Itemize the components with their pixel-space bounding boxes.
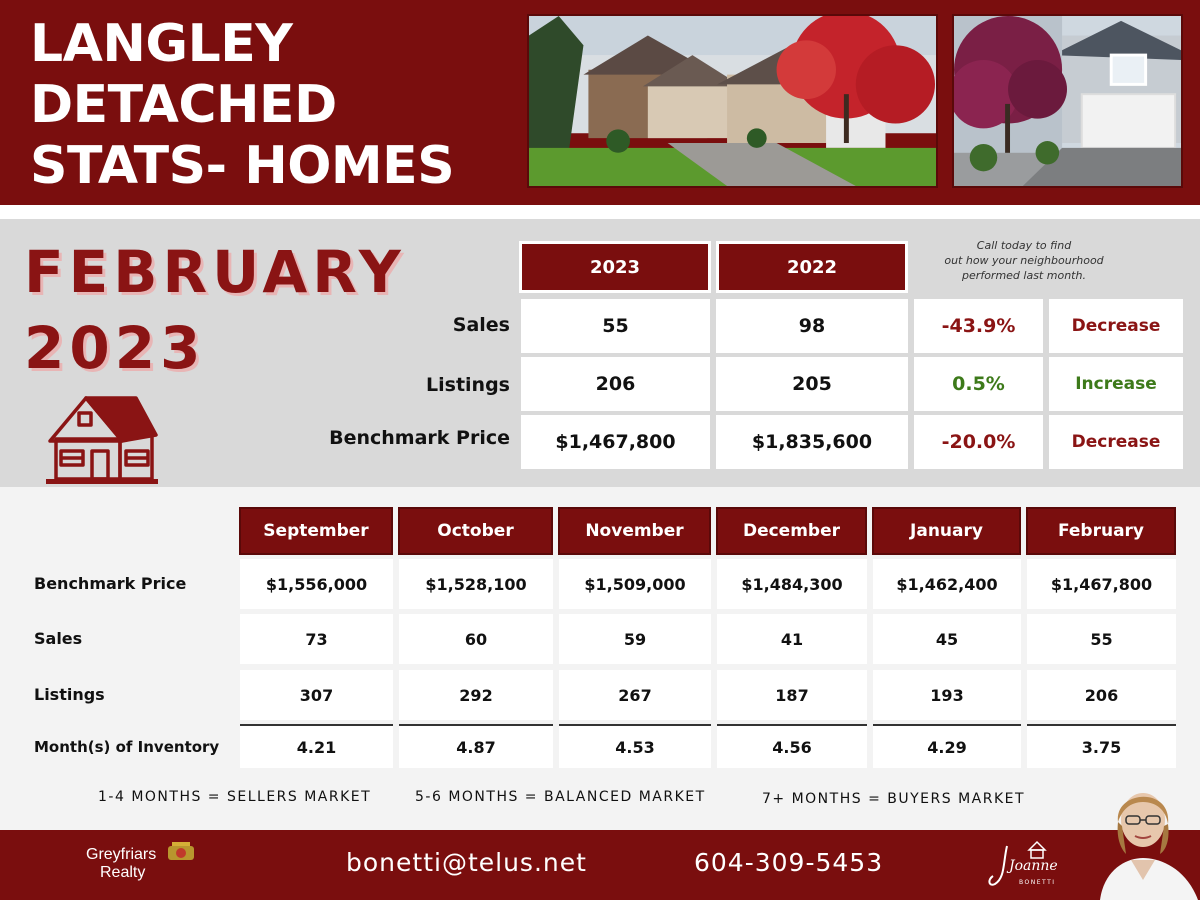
table-cell: 4.87 [399,724,553,768]
page-title [30,14,454,197]
sales-change: -43.9% [914,299,1043,353]
legend-buyers-market: 7+ MONTHS = BUYERS MARKET [762,791,1026,807]
report-year: 2023 [24,314,206,382]
header-divider [0,205,1200,219]
table-cell: 187 [717,670,867,720]
table-cell: $1,556,000 [240,559,393,609]
signature-first-name: Joanne [1009,858,1058,874]
table-cell: $1,467,800 [1027,559,1176,609]
month-header-september: September [239,507,393,555]
listings-2023: 206 [521,357,710,411]
sales-2022: 98 [716,299,908,353]
legend-sellers-market: 1-4 MONTHS = SELLERS MARKET [98,789,372,805]
table-cell: 60 [399,614,553,664]
sales-2023: 55 [521,299,710,353]
benchmark-2022: $1,835,600 [716,415,908,469]
monthly-label-inventory: Month(s) of Inventory [34,738,220,756]
month-header-october: October [398,507,553,555]
brokerage-logo [86,846,156,882]
title-line-2: DETACHED [30,75,337,135]
report-month: FEBRUARY [24,238,406,306]
house-icon [46,393,158,485]
row-label-listings: Listings [426,374,510,396]
signature-last-name: BONETTI [1019,879,1056,886]
table-cell: $1,462,400 [873,559,1021,609]
table-cell: 4.29 [873,724,1021,768]
table-cell: 45 [873,614,1021,664]
table-cell: 59 [559,614,711,664]
monthly-label-benchmark: Benchmark Price [34,574,187,593]
crest-icon [166,842,196,864]
listings-2022: 205 [716,357,908,411]
year-header-2023: 2023 [519,241,711,293]
monthly-label-listings: Listings [34,685,105,704]
row-label-sales: Sales [452,314,510,336]
title-line-1: LANGLEY [30,14,293,74]
callout-line-1: Call today to find [976,239,1072,252]
contact-email[interactable]: bonetti@telus.net [346,848,587,877]
month-header-november: November [558,507,711,555]
table-cell: 4.53 [559,724,711,768]
table-cell: $1,484,300 [717,559,867,609]
house-photo-1 [527,14,938,188]
month-header-december: December [716,507,867,555]
house-photo-2 [952,14,1183,188]
call-to-action-note [920,238,1128,283]
table-cell: 206 [1027,670,1176,720]
table-cell: 4.56 [717,724,867,768]
listings-change: 0.5% [914,357,1043,411]
legend-balanced-market: 5-6 MONTHS = BALANCED MARKET [415,789,706,805]
sales-direction: Decrease [1049,299,1183,353]
month-header-february: February [1026,507,1176,555]
callout-line-2: out how your neighbourhood [944,254,1104,267]
brand-line-1: Greyfriars [86,846,157,863]
table-cell: 55 [1027,614,1176,664]
monthly-label-sales: Sales [34,629,83,648]
table-cell: $1,528,100 [399,559,553,609]
month-header-january: January [872,507,1021,555]
listings-direction: Increase [1049,357,1183,411]
table-cell: 307 [240,670,393,720]
table-cell: 267 [559,670,711,720]
table-cell: 292 [399,670,553,720]
brand-line-2: Realty [100,864,146,881]
benchmark-2023: $1,467,800 [521,415,710,469]
agent-signature-logo [985,838,1065,892]
table-cell: 3.75 [1027,724,1176,768]
table-cell: $1,509,000 [559,559,711,609]
table-cell: 41 [717,614,867,664]
table-cell: 4.21 [240,724,393,768]
table-cell: 73 [240,614,393,664]
contact-phone[interactable]: 604-309-5453 [694,848,884,877]
title-line-3: STATS- HOMES [30,136,455,196]
agent-portrait [1086,780,1200,900]
benchmark-direction: Decrease [1049,415,1183,469]
benchmark-change: -20.0% [914,415,1043,469]
year-header-2022: 2022 [716,241,908,293]
callout-line-3: performed last month. [962,269,1086,282]
table-cell: 193 [873,670,1021,720]
row-label-benchmark: Benchmark Price [329,427,510,449]
